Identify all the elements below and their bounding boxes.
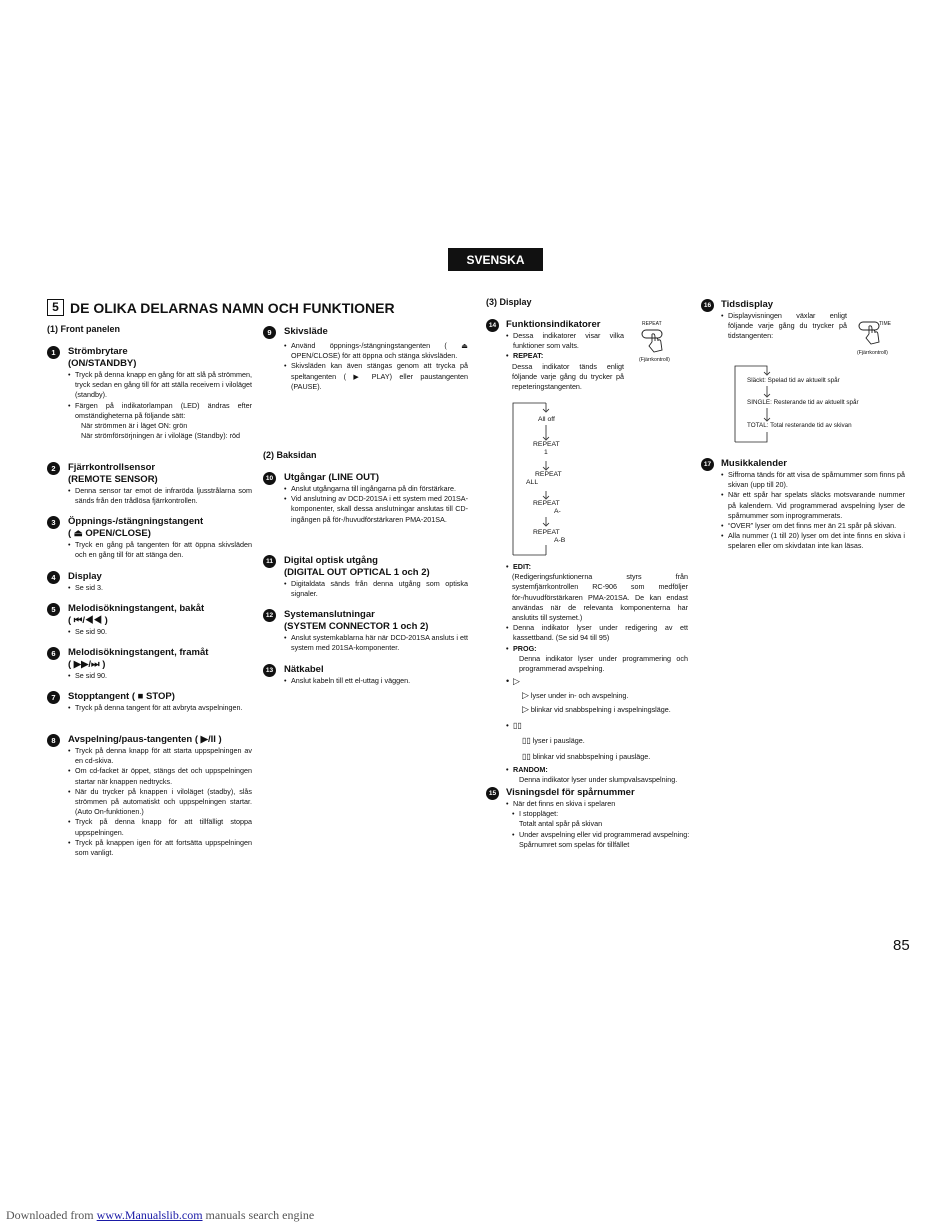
item-3 [47, 516, 252, 560]
time-single-label: SINGLE: Resterande tid av aktuellt spår [747, 399, 859, 406]
pause-indicator-icon: • ▯▯ [506, 720, 688, 732]
item-title: Öppnings-/stängningstangent [68, 516, 204, 527]
item-number: 3 [47, 516, 60, 529]
pause-icon: ▯▯ [522, 751, 531, 761]
item-subtitle: (ON/STANDBY) [68, 358, 137, 369]
item-number: 17 [701, 458, 714, 471]
section-title [47, 299, 467, 316]
item-title: Display [68, 571, 102, 582]
item-subtitle: ( ⏏ OPEN/CLOSE) [68, 528, 151, 539]
bullet: • Anslut utgångarna till ingångarna på din förstärkare. [284, 484, 468, 494]
pause-a-text: lyser i pausläge. [532, 735, 585, 745]
bullet: • I stoppläget: [512, 809, 690, 819]
item-15 [486, 787, 690, 850]
note: Totalt antal spår på skivan [519, 819, 603, 829]
item-11 [263, 555, 468, 599]
repeatab2-suffix: A-B [554, 537, 566, 544]
prog-label: • PROG: [506, 644, 688, 654]
item-title: Melodisökningstangent, bakåt [68, 603, 205, 614]
item-9 [263, 326, 468, 392]
play-icon: ▷ [522, 690, 529, 701]
item-6 [47, 647, 252, 681]
bullet: • Se sid 90. [68, 627, 252, 637]
item-title: Stopptangent ( ■ STOP) [68, 691, 175, 702]
item-title: Melodisökningstangent, framåt [68, 647, 209, 658]
item-5 [47, 603, 252, 637]
bullet: • Alla nummer (1 till 20) lyser om det inte finns en skiva i spelaren eller om skivdatan inte kan läsas. [721, 531, 905, 551]
play-b-text: blinkar vid snabbspelning i avspelningsläge. [530, 705, 671, 715]
repeat-button-label: REPEAT [642, 321, 662, 327]
item-4 [47, 571, 252, 593]
bullet: • Tryck på knappen igen för att fortsätta uppspelningen som vanligt. [68, 838, 252, 858]
page-number: 85 [893, 937, 910, 954]
hand-press-icon [857, 320, 891, 346]
item-7 [47, 691, 252, 713]
footer-suffix: manuals search engine [202, 1208, 315, 1222]
play-icon: ▷ [522, 704, 529, 715]
bullet: • Displayvisningen växlar enligt följande varje gång du trycker på tidstangenten: [721, 311, 847, 342]
item-13 [263, 664, 468, 686]
item-number: 5 [47, 603, 60, 616]
indicator-descriptions [506, 562, 688, 785]
item-title: Funktionsindikatorer [506, 319, 601, 330]
item-8 [47, 734, 252, 858]
bullet: • Tryck på denna knapp för att tillfälligt stoppa uppspelningen. [68, 817, 252, 837]
footer [6, 1208, 314, 1223]
item-title: Tidsdisplay [721, 299, 774, 310]
repeatab-label: REPEAT [533, 500, 560, 507]
repeat-text: Dessa indikator tänds enligt följande varje gång du trycker på repeteringstangenten. [512, 361, 624, 392]
repeat-label: • REPEAT: [506, 351, 624, 361]
item-title: Strömbrytare [68, 346, 128, 357]
bullet: • Denna indikator lyser under redigering av ett kassettband. (Se sid 94 till 95) [506, 623, 688, 643]
front-panel-label: (1) Front panelen [47, 324, 121, 334]
item-number: 2 [47, 462, 60, 475]
edit-text: (Redigeringsfunktionerna styrs från systemfjärrkontrollen RC-906 som medföljer för-/huvudförstärkaren PMA-201SA. De kan endast användas när de relevanta komponenterna har anslutits till systemet.) [512, 572, 688, 623]
bullet: • Vid anslutning av DCD-201SA i ett system med 201SA-komponenter, skall dessa anslutningar anslutas till CD-ingången på för-/huvudförstärkaren PMA-201SA. [284, 494, 468, 525]
random-text: Denna indikator lyser under slumpvalsavspelning. [519, 775, 678, 785]
time-button-label: TIME [879, 321, 891, 327]
item-number: 14 [486, 319, 499, 332]
note: Spårnumret som spelas för tillfället [519, 839, 630, 849]
item-17 [701, 458, 905, 552]
bullet: • Siffrorna tänds för att visa de spårnummer som finns på skivan (upp till 20). [721, 470, 905, 490]
repeatab-suffix: A- [554, 508, 561, 515]
bullet: • Digitaldata sänds från denna utgång som optiska signaler. [284, 579, 468, 599]
bullet: • När ett spår har spelats släcks motsvarande nummer på kalendern. Vid programmerad avspelning lyser de spårnummer som inprogrammerats. [721, 490, 905, 521]
item-title: Fjärrkontrollsensor [68, 462, 156, 473]
rear-panel-label: (2) Baksidan [263, 450, 317, 460]
note: När strömmen är i läget ON: grön [81, 421, 188, 431]
item-12 [263, 609, 468, 653]
section-number: 5 [47, 299, 64, 316]
item-number: 13 [263, 664, 276, 677]
pause-b-text: blinkar vid snabbspelning i pausläge. [532, 751, 651, 761]
remote-caption: (Fjärrkontroll) [857, 350, 888, 356]
time-elapsed-label: Släckt: Spelad tid av aktuellt spår [747, 377, 840, 384]
bullet: • Använd öppnings-/stängningstangenten ( ⏏ OPEN/CLOSE) för att öppna och stänga skivsläden. [284, 341, 468, 361]
bullet: • Dessa indikatorer visar vilka funktioner som valts. [506, 331, 624, 351]
edit-label: • EDIT: [506, 562, 688, 572]
repeatab2-label: REPEAT [533, 529, 560, 536]
bullet: • Tryck på denna tangent för att avbryta avspelningen. [68, 703, 252, 713]
remote-time-illustration [853, 318, 903, 360]
hand-press-icon [640, 328, 674, 354]
bullet: • Tryck en gång på tangenten för att öppna skivsläden och en gång till för att stänga den. [68, 540, 252, 560]
item-number: 7 [47, 691, 60, 704]
bullet: • Denna sensor tar emot de infraröda ljusstrålarna som sänds från den trådlösa fjärrkontrollen. [68, 486, 252, 506]
note: När strömförsörjningen är i viloläge (Standby): röd [81, 431, 240, 441]
manualslib-link[interactable]: www.Manualslib.com [96, 1208, 203, 1222]
item-subtitle: (REMOTE SENSOR) [68, 474, 158, 485]
item-subtitle: (DIGITAL OUT OPTICAL 1 och 2) [284, 567, 430, 578]
item-title: Utgångar (LINE OUT) [284, 472, 379, 483]
item-subtitle: ( ⏮/◀◀ ) [68, 615, 108, 626]
item-title: Musikkalender [721, 458, 787, 469]
item-number: 16 [701, 299, 714, 312]
remote-caption: (Fjärrkontroll) [639, 357, 670, 363]
item-title: Visningsdel för spårnummer [506, 787, 635, 798]
bullet: • “OVER” lyser om det finns mer än 21 spår på skivan. [721, 521, 905, 531]
play-a-text: lyser under in- och avspelning. [530, 691, 629, 701]
bullet: • Se sid 3. [68, 583, 252, 593]
item-subtitle: (SYSTEM CONNECTOR 1 och 2) [284, 621, 429, 632]
item-number: 11 [263, 555, 276, 568]
item-number: 12 [263, 609, 276, 622]
bullet: • När det finns en skiva i spelaren [506, 799, 690, 809]
item-title: Skivsläde [284, 326, 328, 337]
bullet: • När du trycker på knappen i viloläget (stadby), slås strömmen på automatiskt och uppspelningen startar. (Auto On-funktionen.) [68, 787, 252, 818]
item-number: 1 [47, 346, 60, 359]
section-title-text: DE OLIKA DELARNAS NAMN OCH FUNKTIONER [70, 299, 395, 316]
display-label: (3) Display [486, 297, 532, 307]
footer-prefix: Downloaded from [6, 1208, 97, 1222]
item-title: Digital optisk utgång [284, 555, 378, 566]
item-title: Avspelning/paus-tangenten ( ▶/II ) [68, 734, 222, 745]
item-2 [47, 462, 252, 506]
bullet: • Under avspelning eller vid programmerad avspelning: [512, 830, 690, 840]
bullet: • Anslut systemkablarna här när DCD-201SA ansluts i ett system med 201SA-komponenter. [284, 633, 468, 653]
repeatall-label: REPEAT [535, 471, 562, 478]
item-1 [47, 346, 252, 441]
item-number: 4 [47, 571, 60, 584]
random-label: • RANDOM: [506, 765, 688, 775]
bullet: • Se sid 90. [68, 671, 252, 681]
repeatall-suffix: ALL [526, 479, 539, 486]
bullet: • Anslut kabeln till ett el-uttag i väggen. [284, 676, 468, 686]
pause-icon: ▯▯ [522, 735, 531, 745]
item-number: 8 [47, 734, 60, 747]
bullet: • Tryck på denna knapp en gång för att slå på strömmen, tryck sedan en gång till för att ställa receivern i viloläget (standby). [68, 370, 252, 401]
item-number: 10 [263, 472, 276, 485]
item-number: 6 [47, 647, 60, 660]
bullet: • Tryck på denna knapp för att starta uppspelningen av en cd-skiva. [68, 746, 252, 766]
time-cycle-diagram [733, 364, 903, 444]
item-title: Systemanslutningar [284, 609, 375, 620]
item-title: Nätkabel [284, 664, 324, 675]
prog-text: Denna indikator lyser under programmering och programmerad avspelning. [519, 653, 688, 674]
bullet: • Om cd-facket är öppet, stängs det och uppspelningen startar när knappen nedtrycks. [68, 766, 252, 786]
repeat1-suffix: 1 [544, 449, 548, 456]
remote-repeat-illustration [634, 321, 684, 367]
repeat1-label: REPEAT [533, 441, 560, 448]
play-indicator-icon: • ▷ [506, 674, 688, 688]
item-subtitle: ( ▶▶/⏭ ) [68, 659, 106, 670]
item-number: 15 [486, 787, 499, 800]
all-off-label: All off [538, 416, 555, 423]
language-banner: SVENSKA [448, 248, 543, 271]
repeat-cycle-diagram [510, 401, 590, 559]
item-10 [263, 472, 468, 525]
bullet: • Färgen på indikatorlampan (LED) ändras efter omständigheterna på följande sätt: [68, 401, 252, 421]
item-number: 9 [263, 326, 276, 339]
time-total-label: TOTAL: Total resterande tid av skivan [747, 422, 852, 429]
bullet: • Skivsläden kan även stängas genom att trycka på speltangenten ( ▶ PLAY) eller paustangenten (PAUSE). [284, 361, 468, 392]
